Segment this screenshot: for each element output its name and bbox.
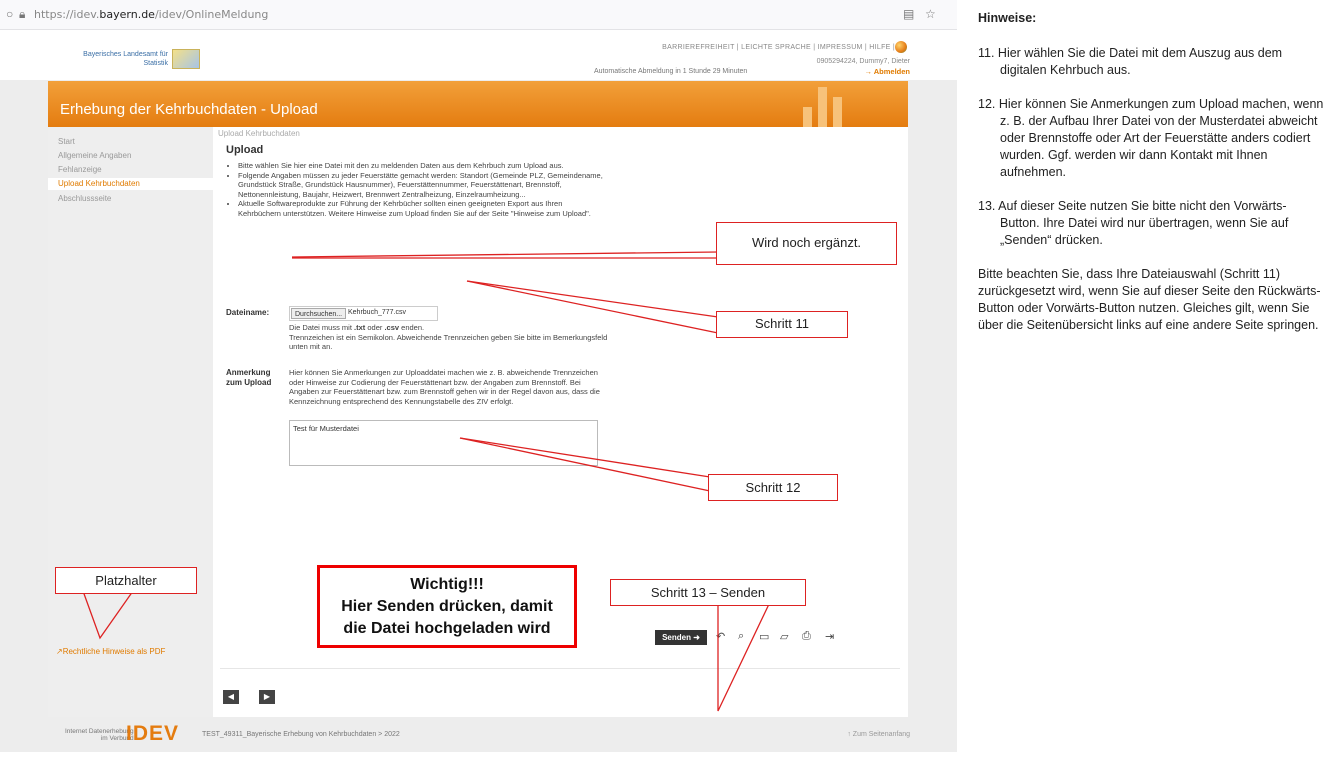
hints-panel — [978, 10, 1324, 334]
sidebar-item-abschlussseite[interactable]: Abschlussseite — [58, 194, 112, 203]
breadcrumb[interactable]: Upload Kehrbuchdaten — [218, 129, 300, 138]
sidebar-item-upload[interactable]: Upload Kehrbuchdaten — [48, 178, 213, 190]
hint-item: 11. Hier wählen Sie die Datei mit dem Auszug aus dem digitalen Kehrbuch aus. — [978, 46, 1283, 77]
file-ext-csv: .csv — [384, 323, 400, 332]
file-help-text: Die Datei muss mit — [289, 323, 355, 332]
org-name-line1: Bayerisches Landesamt für — [83, 51, 168, 58]
callout-wird-noch: Wird noch ergänzt. — [716, 222, 897, 265]
url-domain: bayern.de — [99, 8, 155, 21]
file-input[interactable] — [289, 306, 438, 321]
wichtig-line2: Hier Senden drücken, damit — [341, 598, 553, 615]
section-heading: Upload — [226, 144, 264, 156]
bookmark-star-icon[interactable]: ☆ — [925, 7, 936, 21]
url-prefix: https://idev. — [34, 8, 100, 21]
file-ext-txt: .txt — [354, 323, 366, 332]
instruction-list — [226, 161, 606, 218]
file-name: Kehrbuch_777.csv — [348, 309, 406, 316]
callout-schritt12: Schritt 12 — [708, 474, 838, 501]
sidebar-item-start[interactable]: Start — [58, 137, 75, 146]
note-help: Hier können Sie Anmerkungen zur Uploaddatei machen wie z. B. abweichende Trennzeichen oder Hinweise zur Codierung der Feuerstättenart bzw. der Angaben zum Brennstoff. Bei Angaben zur Feuerstättenart bzw. zum Brennstoff gehen wir in der Regel davon aus, dass die Kennzeichnung entsprechend des Kennungstabelle des ZIV erfolgt. — [289, 368, 600, 406]
reader-view-icon[interactable]: ▤ — [903, 7, 915, 21]
banner-decoration — [833, 97, 842, 127]
note-label — [226, 368, 271, 387]
banner-decoration — [818, 87, 827, 127]
callout-schritt11: Schritt 11 — [716, 311, 848, 338]
auto-logout-timer: Automatische Abmeldung in 1 Stunde 29 Minuten — [594, 68, 748, 75]
org-logo-text[interactable] — [48, 50, 168, 68]
url-path: /idev/OnlineMeldung — [154, 8, 269, 21]
file-help-or: oder — [365, 323, 385, 332]
back-to-top-link[interactable]: ↑ Zum Seitenanfang — [847, 731, 910, 738]
top-links[interactable]: BARRIEREFREIHEIT | LEICHTE SPRACHE | IMPRESSUM | HILFE | — [662, 44, 895, 51]
open-folder-icon[interactable]: ▱ — [780, 631, 789, 643]
file-help-end: enden. — [399, 323, 425, 332]
sidebar-item-allgemeine-angaben[interactable]: Allgemeine Angaben — [58, 151, 132, 160]
lock-icon[interactable]: 🔒︎ — [19, 7, 26, 21]
list-item: • Bitte wählen Sie hier eine Datei mit den zu meldenden Daten aus dem Kehrbuch zum Upload aus. — [238, 161, 606, 171]
site-footer — [0, 717, 957, 752]
file-help-separator: Trennzeichen ist ein Semikolon. Abweichende Trennzeichen geben Sie bitte im Bemerkungsfeld unten mit an. — [289, 332, 608, 351]
footer-tagline — [65, 728, 134, 742]
hint-item: 13. Auf dieser Seite nutzen Sie bitte nicht den Vorwärts-Button. Ihre Datei wird nur übertragen, wenn Sie auf „Senden“ drücken. — [978, 199, 1289, 247]
wichtig-line1: Wichtig!!! — [410, 576, 484, 593]
language-globe-icon[interactable] — [895, 41, 907, 53]
idev-logo[interactable]: IDEV — [126, 722, 180, 745]
prev-page-button[interactable]: ◀ — [223, 690, 239, 704]
exit-icon[interactable]: ⇥ — [825, 631, 835, 643]
shield-icon[interactable]: ○ — [6, 7, 14, 21]
survey-name: TEST_49311_Bayerische Erhebung von Kehrbuchdaten > 2022 — [202, 731, 400, 738]
hints-title: Hinweise: — [978, 11, 1037, 25]
wichtig-line3: die Datei hochgeladen wird — [343, 620, 551, 637]
site-header — [0, 30, 957, 80]
search-icon[interactable]: ⌕ — [738, 630, 745, 642]
send-button[interactable]: Senden ➜ — [655, 630, 707, 645]
banner-decoration — [803, 107, 812, 127]
file-help — [289, 323, 609, 352]
logout-link[interactable]: → Abmelden — [864, 67, 910, 76]
divider — [220, 668, 900, 669]
note-label-line1: Anmerkung — [226, 368, 271, 377]
user-info: 0905294224, Dummy7, Dieter — [816, 58, 910, 65]
callout-schritt13: Schritt 13 – Senden — [610, 579, 806, 606]
footer-tagline-line1: Internet Datenerhebung — [65, 728, 134, 735]
hint-note: Bitte beachten Sie, dass Ihre Dateiauswahl (Schritt 11) zurückgesetzt wird, wenn Sie auf dieser Seite den Rückwärts-Button oder Vorwärts-Button nutzen. Gleiches gilt, wenn Sie über die Seitenübersicht links auf eine andere Seite springen. — [978, 267, 1321, 332]
browse-button[interactable]: Durchsuchen... — [291, 308, 346, 319]
undo-icon[interactable]: ↶ — [716, 631, 726, 643]
page-title: Erhebung der Kehrbuchdaten - Upload — [60, 101, 318, 118]
save-icon[interactable]: ▭ — [759, 631, 770, 643]
footer-tagline-line2: im Verbund — [100, 735, 134, 742]
browser-toolbar — [0, 0, 957, 30]
file-label: Dateiname: — [226, 308, 270, 317]
bavarian-crest-icon[interactable] — [172, 49, 200, 69]
hint-item: 12. Hier können Sie Anmerkungen zum Upload machen, wenn z. B. der Aufbau Ihrer Datei von der Musterdatei abweicht oder Brennstoffe oder Art der Feuerstätte anders codiert wurden. Ggf. werden wir dann Kontakt mit Ihnen aufnehmen. — [978, 97, 1324, 179]
note-textarea[interactable]: Test für Musterdatei — [289, 420, 598, 466]
next-page-button[interactable]: ▶ — [259, 690, 275, 704]
list-item: • Folgende Angaben müssen zu jeder Feuerstätte gemacht werden: Standort (Gemeinde PLZ, Gemeindename, Grundstück Straße, Grundstück Hausnummer), Feuerstättennummer, Feuerstättenart, Brennstoff, Nettonennleistung, Baujahr, Heizwert, Brennwert Zentralheizung, Einzelraumheizung... — [238, 171, 606, 200]
callout-wichtig — [317, 565, 577, 648]
org-name-line2: Statistik — [143, 60, 168, 67]
address-bar[interactable] — [34, 8, 268, 21]
print-icon[interactable]: ⎙ — [802, 630, 811, 642]
page-banner — [48, 81, 908, 127]
sidebar-item-fehlanzeige[interactable]: Fehlanzeige — [58, 165, 102, 174]
note-label-line2: zum Upload — [226, 377, 272, 387]
legal-pdf-link[interactable]: ↗Rechtliche Hinweise als PDF — [56, 647, 166, 656]
list-item: • Aktuelle Softwareprodukte zur Führung der Kehrbücher sollten einen geeigneten Export aus Ihren Kehrbüchern unterstützen. Weitere Hinweise zum Upload finden Sie auf der Seite "Hinweise zum Upload". — [238, 199, 606, 218]
callout-platzhalter: Platzhalter — [55, 567, 197, 594]
